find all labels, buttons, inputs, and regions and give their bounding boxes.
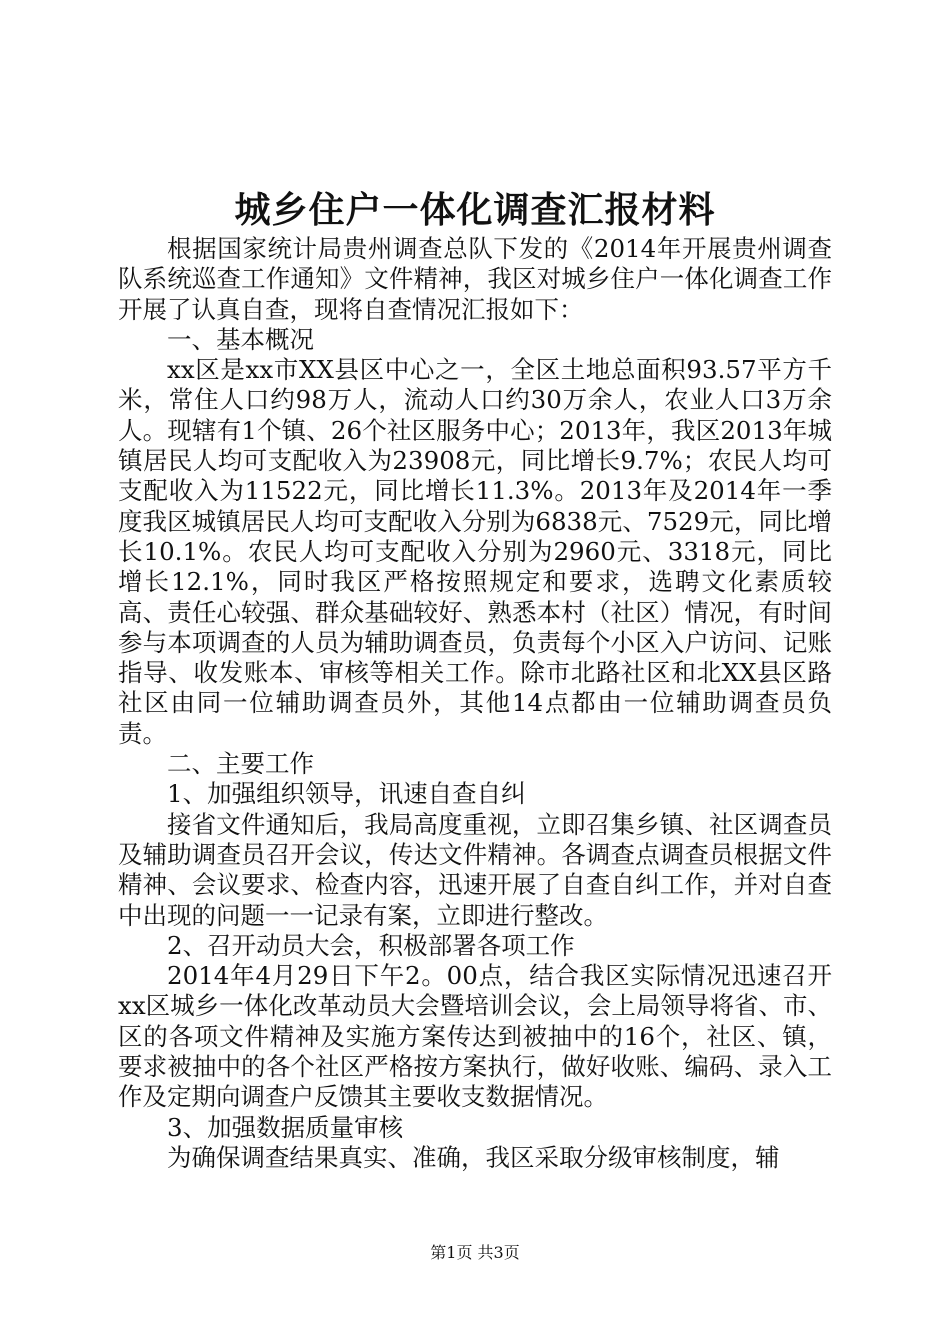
paragraph-data-quality: 为确保调查结果真实、准确，我区采取分级审核制度，辅 — [167, 1142, 780, 1172]
section-heading-overview: 一、基本概况 — [167, 324, 314, 354]
paragraph-mobilization: 2014年4月29日下午2。00点，结合我区实际情况迅速召开xx区城乡一体化改革动员大会暨培训会议，会上局领导将省、市、区的各项文件精神及实施方案传达到被抽中的16个，社区、镇，要求被抽中的各个社区严格按方案执行，做好收账、编码、录入工作及定期向调查户反馈其主要收支数据情况。 — [118, 961, 832, 1112]
paragraph-organization: 接省文件通知后，我局高度重视，立即召集乡镇、社区调查员及辅助调查员召开会议，传达文件精神。各调查点调查员根据文件精神、会议要求、检查内容，迅速开展了自查自纠工作，并对自查中出现的问题一一记录有案，立即进行整改。 — [118, 809, 832, 930]
subheading-mobilization: 2、召开动员大会，积极部署各项工作 — [167, 930, 575, 960]
document-title: 城乡住户一体化调查汇报材料 — [234, 189, 716, 231]
subheading-organization: 1、加强组织领导，讯速自查自纠 — [167, 779, 526, 809]
section-heading-main-work: 二、主要工作 — [167, 749, 314, 779]
subheading-data-quality: 3、加强数据质量审核 — [167, 1112, 404, 1142]
page-footer: 第1页 共3页 — [430, 1243, 520, 1262]
paragraph-overview: xx区是xx市XX县区中心之一，全区土地总面积93.57平方千米，常住人口约98万人，流动人口约30万余人，农业人口3万余人。现辖有1个镇、26个社区服务中心；2013年，我区2013年城镇居民人均可支配收入为23908元，同比增长9.7%；农民人均可支配收入为11522元，同比增长11.3%。2013年及2014年一季度我区城镇居民人均可支配收入分别为6838元、7529元，同比增长10.1%。农民人均可支配收入分别为2960元、3318元，同比增长12.1%，同时我区严格按照规定和要求，选聘文化素质较高、责任心较强、群众基础较好、熟悉本村（社区）情况，有时间参与本项调查的人员为辅助调查员，负责每个小区入户访问、记账指导、收发账本、审核等相关工作。除市北路社区和北XX县区路社区由同一位辅助调查员外，其他14点都由一位辅助调查员负责。 — [118, 355, 832, 748]
paragraph-intro: 根据国家统计局贵州调查总队下发的《2014年开展贵州调查队系统巡查工作通知》文件精神，我区对城乡住户一体化调查工作开展了认真自查，现将自查情况汇报如下： — [118, 234, 832, 324]
document-body — [118, 234, 832, 1173]
